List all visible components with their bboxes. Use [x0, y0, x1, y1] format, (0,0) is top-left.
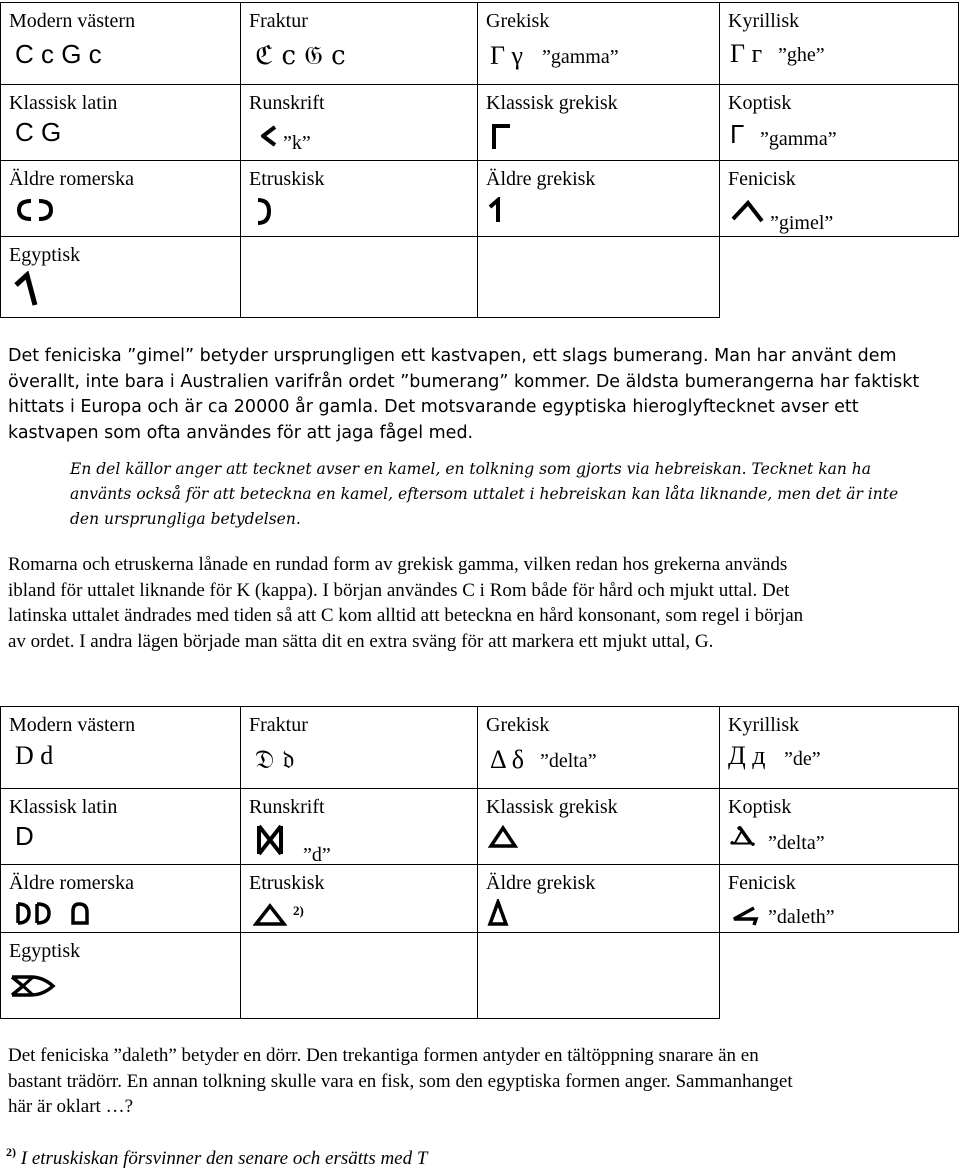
letter-glyphs: D d — [15, 741, 54, 770]
cell-label: Fenicisk — [728, 168, 796, 190]
etruscan-delta-icon — [253, 903, 287, 927]
cell-old-roman — [1, 161, 241, 237]
letter-name: ”gamma” — [542, 46, 619, 68]
cell-classical-latin — [1, 85, 241, 161]
letter-glyphs: Ⲇ — [730, 821, 756, 851]
cell-coptic — [720, 85, 959, 161]
letter-glyphs: Γ γ — [490, 41, 524, 70]
cell-empty — [241, 933, 478, 1019]
d-letter-table — [0, 706, 959, 1019]
text-line: överallt, inte bara i Australien varifrån ordet ”bumerang” kommer. De äldsta bumerangerna har faktiskt — [8, 371, 920, 392]
letter-glyphs: C G — [15, 117, 62, 147]
text-line: av ordet. I andra lägen började man sätta dit en extra sväng för att markera ett mjukt uttal, G. — [8, 630, 714, 652]
letter-glyphs: D — [15, 821, 34, 851]
cell-label: Klassisk latin — [9, 796, 118, 818]
cell-runic — [241, 789, 478, 865]
cell-coptic — [720, 789, 959, 865]
cell-empty — [478, 933, 720, 1019]
cell-egyptian — [1, 933, 241, 1019]
cell-label: Äldre romerska — [9, 872, 134, 894]
cell-label: Kyrillisk — [728, 10, 800, 32]
cell-label: Etruskisk — [249, 168, 325, 190]
cell-empty — [720, 237, 959, 318]
letter-name: ”delta” — [540, 750, 597, 772]
letter-name: ”daleth” — [768, 906, 835, 928]
cell-cyrillic — [720, 707, 959, 789]
letter-glyphs: Δ δ — [490, 745, 525, 774]
cell-label: Koptisk — [728, 92, 792, 114]
egyptian-door-fish-icon — [9, 971, 61, 1001]
cell-empty — [478, 237, 720, 318]
text-line: den ursprungliga betydelsen. — [70, 510, 301, 528]
cell-empty — [720, 933, 959, 1019]
cell-runic — [241, 85, 478, 161]
cell-greek — [478, 707, 720, 789]
cell-phoenician — [720, 865, 959, 933]
g-paragraph-gimel — [8, 344, 919, 446]
etruscan-c-icon — [253, 197, 273, 227]
old-greek-delta-icon — [486, 899, 510, 927]
letter-name: ”gamma” — [760, 128, 837, 150]
cell-label: Grekisk — [486, 714, 550, 736]
cell-greek — [478, 3, 720, 85]
cell-modern-western — [1, 707, 241, 789]
cell-phoenician — [720, 161, 959, 237]
g-letter-table — [0, 2, 959, 318]
cell-label: Koptisk — [728, 796, 792, 818]
cell-modern-western — [1, 3, 241, 85]
cell-label: Fraktur — [249, 714, 308, 736]
cell-fraktur — [241, 707, 478, 789]
text-line: ibland för uttalet liknande för K (kappa). I början användes C i Rom både för hård och mjukt uttal. Det — [8, 579, 790, 601]
text-line: latinska uttalet ändrades med tiden så att C kom alltid att beteckna en hård konsonant, som regel i början — [8, 605, 804, 626]
cell-label: Etruskisk — [249, 872, 325, 894]
text-line: Det feniciska ”gimel” betyder ursprungligen ett kastvapen, ett slags bumerang. Man har använt dem — [8, 346, 897, 366]
text-line: kastvapen som ofta användes för att jaga fågel med. — [8, 422, 474, 443]
letter-name: ”gimel” — [770, 212, 834, 234]
phoenician-gimel-icon — [730, 199, 766, 225]
text-line: En del källor anger att tecknet avser en kamel, en tolkning som gjorts via hebreiskan. Tecknet kan ha — [70, 460, 871, 478]
letter-name: ”d” — [303, 844, 331, 866]
egyptian-throwstick-icon — [11, 271, 43, 309]
letter-glyphs: C c G c — [15, 39, 102, 69]
cell-empty — [241, 237, 478, 318]
letter-name: ”k” — [283, 132, 311, 154]
greek-gamma-icon — [490, 123, 514, 151]
d-paragraph-daleth — [8, 1043, 793, 1120]
cell-classical-greek — [478, 85, 720, 161]
cell-fraktur — [241, 3, 478, 85]
cell-old-roman — [1, 865, 241, 933]
cell-etruscan — [241, 865, 478, 933]
letter-glyphs: Γ — [730, 119, 745, 149]
cell-label: Klassisk grekisk — [486, 796, 618, 818]
letter-glyphs: 𝔇 𝔡 — [255, 745, 295, 775]
text-line: bastant trädörr. En annan tolkning skulle vara en fisk, som den egyptiska formen anger. Sammanhanget — [8, 1070, 793, 1092]
cell-cyrillic — [720, 3, 959, 85]
letter-name: ”de” — [784, 748, 821, 770]
cell-label: Äldre grekisk — [486, 872, 596, 894]
cell-classical-latin — [1, 789, 241, 865]
text-line: här är oklart …? — [8, 1096, 134, 1117]
cell-label: Äldre romerska — [9, 168, 134, 190]
cell-label: Klassisk grekisk — [486, 92, 618, 114]
letter-glyphs: ℭ c 𝔊 c — [255, 41, 346, 71]
cell-label: Modern västern — [9, 714, 136, 736]
old-roman-c-icon — [15, 197, 55, 223]
cell-label: Äldre grekisk — [486, 168, 596, 190]
cell-label: Egyptisk — [9, 244, 81, 266]
letter-name: ”ghe” — [778, 44, 825, 66]
cell-classical-greek — [478, 789, 720, 865]
footnote-mark: 2) — [6, 1145, 16, 1159]
cell-label: Runskrift — [249, 796, 325, 818]
cell-label: Egyptisk — [9, 940, 81, 962]
g-paragraph-camel — [70, 457, 898, 532]
greek-delta-icon — [488, 825, 518, 849]
old-greek-gamma-icon — [486, 197, 506, 225]
cell-label: Grekisk — [486, 10, 550, 32]
cell-label: Modern västern — [9, 10, 136, 32]
cell-egyptian — [1, 237, 241, 318]
cell-label: Klassisk latin — [9, 92, 118, 114]
letter-glyphs: Д д — [728, 741, 766, 770]
cell-label: Kyrillisk — [728, 714, 800, 736]
footnote — [6, 1140, 427, 1171]
footnote-text: I etruskiskan försvinner den senare och ersätts med T — [20, 1148, 428, 1169]
cell-old-greek — [478, 865, 720, 933]
letter-glyphs: Г г — [730, 39, 763, 68]
rune-dagaz-icon — [255, 823, 285, 857]
cell-label: Fenicisk — [728, 872, 796, 894]
text-line: Romarna och etruskerna lånade en rundad form av grekisk gamma, vilken redan hos grekerna används — [8, 554, 788, 575]
phoenician-daleth-icon — [730, 905, 760, 929]
old-roman-d-icon — [15, 901, 99, 927]
cell-old-greek — [478, 161, 720, 237]
cell-etruscan — [241, 161, 478, 237]
g-paragraph-romans — [8, 552, 803, 654]
text-line: använts också för att beteckna en kamel, eftersom uttalet i hebreiskan kan låta liknande, men det är inte — [70, 485, 899, 503]
letter-name: ”delta” — [768, 832, 825, 854]
rune-kaun-icon — [259, 125, 279, 147]
text-line: hittats i Europa och är ca 20000 år gamla. Det motsvarande egyptiska hieroglyftecknet avser ett — [8, 397, 859, 417]
text-line: Det feniciska ”daleth” betyder en dörr. Den trekantiga formen antyder en tältöppning snarare än en — [8, 1045, 759, 1066]
cell-label: Runskrift — [249, 92, 325, 114]
cell-label: Fraktur — [249, 10, 308, 32]
footnote-reference: 2) — [293, 903, 304, 918]
